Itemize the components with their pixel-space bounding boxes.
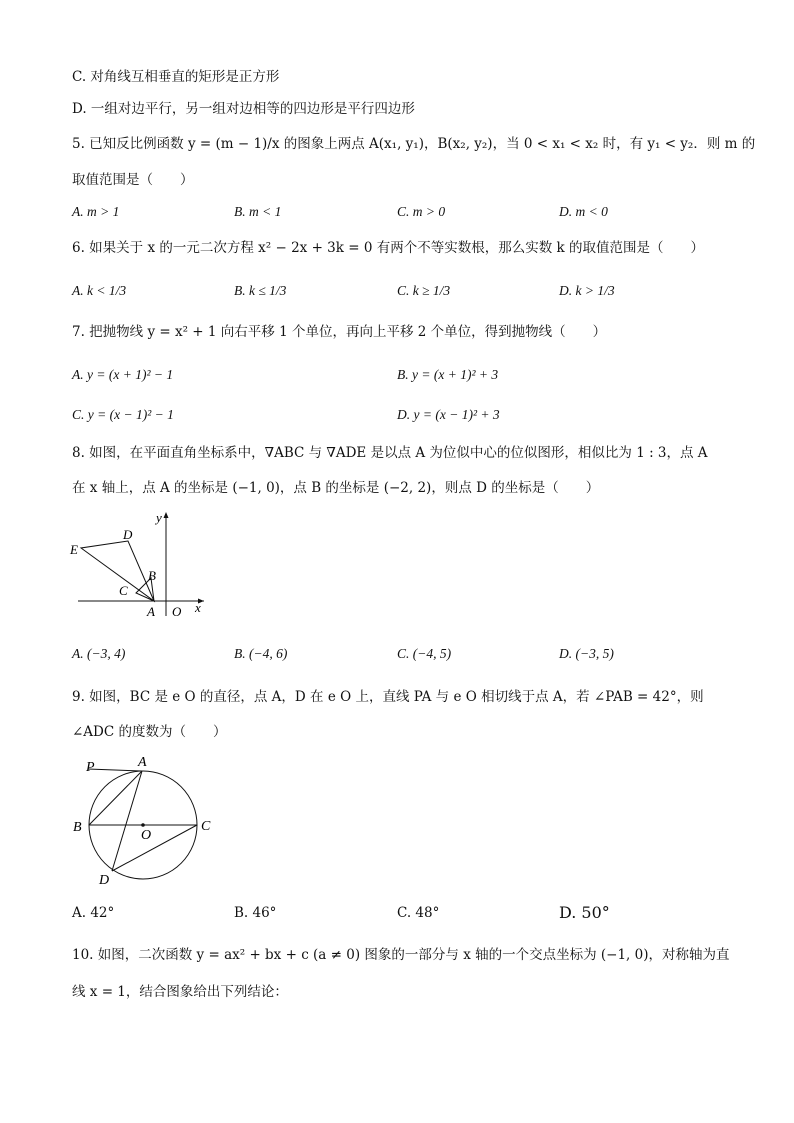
- q9-label-p: P: [86, 760, 95, 775]
- q10-stem-line1: 10. 如图，二次函数 y = ax² + bx + c (a ≠ 0) 图象的一部分与 x 轴的一个交点坐标为 (−1, 0)，对称轴为直: [72, 947, 730, 963]
- q9-circle-figure: [70, 753, 220, 888]
- q8-triangle-ade: [81, 541, 154, 601]
- q8-option-c: C. (−4, 5): [397, 646, 452, 661]
- q9-stem-line1: 9. 如图，BC 是 e O 的直径，点 A，D 在 e O 上，直线 PA 与 e O 相切线于点 A，若 ∠PAB = 42°，则: [72, 689, 704, 705]
- q9-tangent-pa: [88, 769, 142, 771]
- q7-stem: 7. 把抛物线 y = x² + 1 向右平移 1 个单位，再向上平移 2 个单位，得到抛物线（ ）: [72, 324, 607, 340]
- q5-option-b: B. m < 1: [234, 204, 282, 219]
- q9-label-a: A: [138, 755, 147, 770]
- q9-stem-line2: ∠ADC 的度数为（ ）: [72, 724, 227, 740]
- q7-option-a: A. y = (x + 1)² − 1: [72, 367, 174, 382]
- q6-option-c: C. k ≥ 1/3: [397, 283, 451, 298]
- q9-option-d: D. 50°: [559, 903, 610, 922]
- q5-option-d: D. m < 0: [559, 204, 608, 219]
- q5-option-a: A. m > 1: [72, 204, 120, 219]
- q8-label-y: y: [156, 510, 162, 525]
- q8-stem-line2: 在 x 轴上，点 A 的坐标是 (−1, 0)，点 B 的坐标是 (−2, 2)，则点 D 的坐标是（ ）: [72, 480, 600, 496]
- q8-label-o: O: [172, 604, 182, 619]
- q8-label-e: E: [70, 542, 78, 557]
- q4-option-c: C. 对角线互相垂直的矩形是正方形: [72, 69, 280, 85]
- q8-label-b: B: [148, 568, 156, 583]
- q5-stem-line1: 5. 已知反比例函数 y = (m − 1)/x 的图象上两点 A(x₁, y₁)，B(x₂, y₂)，当 0 < x₁ < x₂ 时，有 y₁ < y₂．则 m 的: [72, 136, 756, 152]
- q9-option-b: B. 46°: [234, 905, 277, 921]
- q8-label-c: C: [119, 583, 128, 598]
- q7-option-b: B. y = (x + 1)² + 3: [397, 367, 499, 382]
- q8-option-d: D. (−3, 5): [559, 646, 614, 661]
- q8-option-b: B. (−4, 6): [234, 646, 288, 661]
- q6-stem: 6. 如果关于 x 的一元二次方程 x² − 2x + 3k = 0 有两个不等实数根，那么实数 k 的取值范围是（ ）: [72, 240, 704, 256]
- q8-label-a: A: [147, 604, 155, 619]
- q8-label-x: x: [195, 600, 201, 615]
- q8-label-d: D: [123, 527, 133, 542]
- q9-label-c: C: [201, 819, 211, 834]
- q8-y-axis-arrow: [164, 512, 169, 518]
- q9-option-a: A. 42°: [72, 905, 115, 921]
- q9-center-point: [141, 823, 145, 827]
- q9-label-d: D: [99, 873, 110, 888]
- q8-option-a: A. (−3, 4): [72, 646, 126, 661]
- q7-option-c: C. y = (x − 1)² − 1: [72, 407, 174, 422]
- q6-option-a: A. k < 1/3: [72, 283, 127, 298]
- q5-stem-line2: 取值范围是（ ）: [72, 172, 194, 188]
- q7-option-d: D. y = (x − 1)² + 3: [397, 407, 500, 422]
- q9-label-b: B: [73, 820, 82, 835]
- q8-coordinate-figure: [66, 508, 206, 618]
- q5-option-c: C. m > 0: [397, 204, 446, 219]
- q6-option-d: D. k > 1/3: [559, 283, 615, 298]
- q10-stem-line2: 线 x = 1，结合图象给出下列结论：: [72, 984, 288, 1000]
- q8-stem-line1: 8. 如图，在平面直角坐标系中，∇ABC 与 ∇ADE 是以点 A 为位似中心的位似图形，相似比为 1 : 3，点 A: [72, 445, 708, 461]
- q9-option-c: C. 48°: [397, 905, 440, 921]
- q4-option-d: D. 一组对边平行，另一组对边相等的四边形是平行四边形: [72, 101, 415, 117]
- q9-chord-dc: [112, 825, 197, 871]
- q9-label-o: O: [141, 828, 152, 843]
- q6-option-b: B. k ≤ 1/3: [234, 283, 287, 298]
